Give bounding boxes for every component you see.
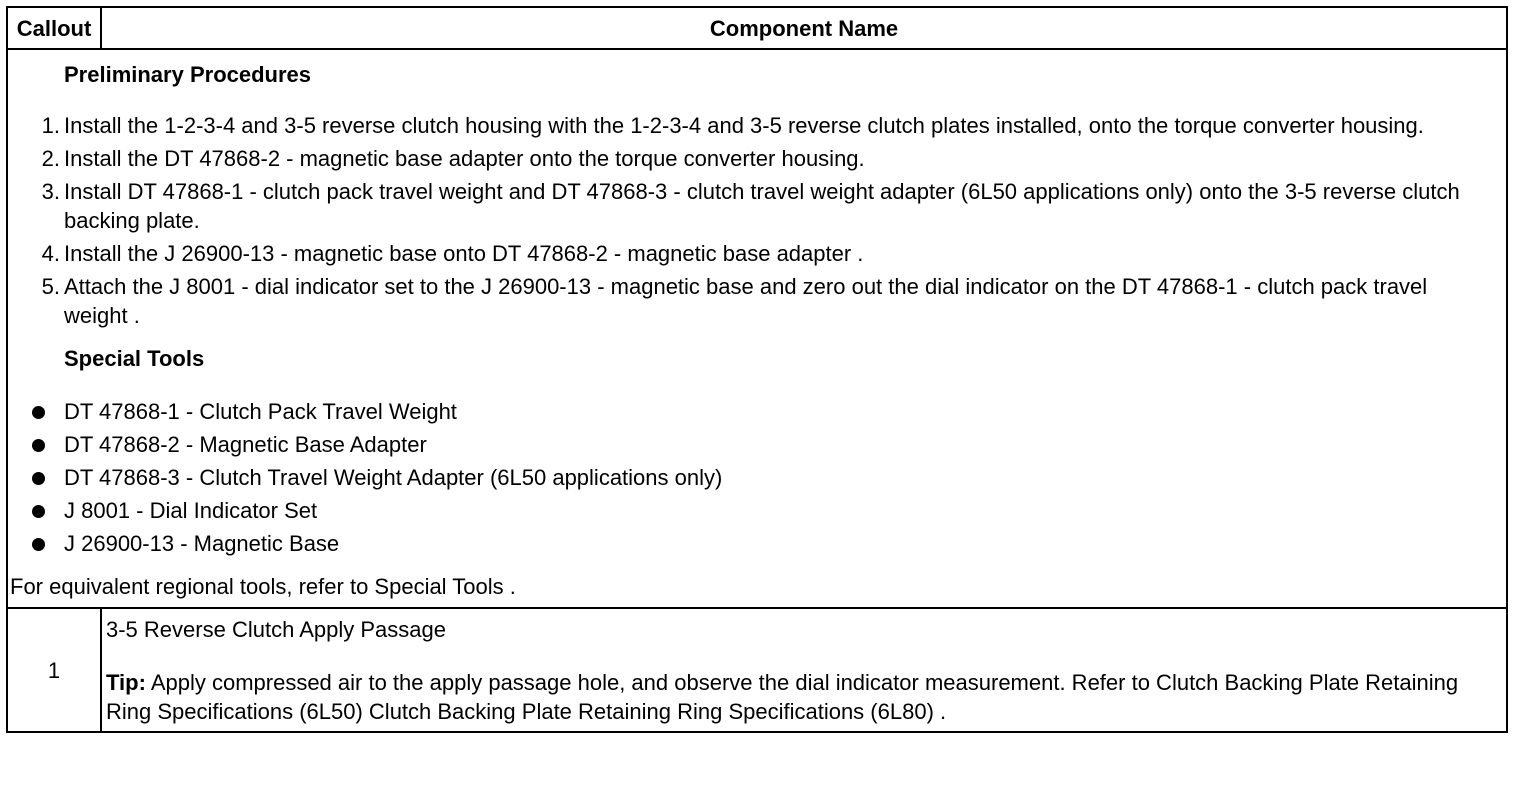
step-text: Install the J 26900-13 - magnetic base onto DT 47868-2 - magnetic base adapter . bbox=[64, 241, 864, 266]
procedure-step bbox=[12, 144, 1502, 173]
step-text: Attach the J 8001 - dial indicator set to the J 26900-13 - magnetic base and zero out the dial indicator on the DT 47868-1 - clutch pack travel weight . bbox=[64, 274, 1428, 328]
tool-text: DT 47868-2 - Magnetic Base Adapter bbox=[64, 432, 427, 457]
special-tools-list bbox=[12, 395, 1502, 560]
procedure-steps bbox=[12, 111, 1502, 330]
bullet-icon bbox=[12, 496, 64, 525]
step-number: 5. bbox=[41, 274, 60, 299]
step-text: Install the 1-2-3-4 and 3-5 reverse clutch housing with the 1-2-3-4 and 3-5 reverse clutch plates installed, onto the torque converter housing. bbox=[64, 113, 1424, 138]
procedure-step bbox=[12, 111, 1502, 140]
component-name-header: Component Name bbox=[101, 7, 1507, 49]
tool-text: DT 47868-3 - Clutch Travel Weight Adapter (6L50 applications only) bbox=[64, 465, 723, 490]
preliminary-heading: Preliminary Procedures bbox=[64, 62, 312, 87]
step-text: Install the DT 47868-2 - magnetic base adapter onto the torque converter housing. bbox=[64, 146, 865, 171]
procedure-step bbox=[12, 272, 1502, 330]
step-number: 2. bbox=[41, 146, 60, 171]
tip-label: Tip: bbox=[106, 670, 146, 695]
callout-number: 1 bbox=[7, 608, 101, 732]
tool-item bbox=[12, 395, 1502, 428]
tool-item bbox=[12, 527, 1502, 560]
spacer bbox=[106, 644, 1502, 668]
tool-item bbox=[12, 461, 1502, 494]
regional-tools-note: For equivalent regional tools, refer to Special Tools . bbox=[10, 574, 516, 599]
tip-paragraph bbox=[106, 668, 1502, 726]
tool-item bbox=[12, 494, 1502, 527]
preliminary-row bbox=[7, 49, 1507, 608]
procedure-step bbox=[12, 239, 1502, 268]
table-row bbox=[7, 608, 1507, 732]
bullet-icon bbox=[12, 463, 64, 492]
bullet-icon bbox=[12, 430, 64, 459]
step-number: 3. bbox=[41, 179, 60, 204]
step-number: 1. bbox=[41, 113, 60, 138]
tool-item bbox=[12, 428, 1502, 461]
tool-text: J 26900-13 - Magnetic Base bbox=[64, 531, 340, 556]
header-row bbox=[7, 7, 1507, 49]
special-tools-heading: Special Tools bbox=[64, 346, 205, 371]
callout-header: Callout bbox=[7, 7, 101, 49]
bullet-icon bbox=[12, 397, 64, 426]
tool-text: DT 47868-1 - Clutch Pack Travel Weight bbox=[64, 399, 457, 424]
preliminary-cell bbox=[7, 49, 1507, 608]
step-number: 4. bbox=[41, 241, 60, 266]
component-table bbox=[6, 6, 1508, 733]
procedure-step bbox=[12, 177, 1502, 235]
tip-text: Apply compressed air to the apply passage hole, and observe the dial indicator measurement. Refer to Clutch Backing Plate Retaining Ring Specifications (6L50) Clutch Backing Plate Retaining Ring Specifications (6L80) . bbox=[106, 670, 1459, 724]
component-name: 3-5 Reverse Clutch Apply Passage bbox=[106, 617, 446, 642]
step-text: Install DT 47868-1 - clutch pack travel weight and DT 47868-3 - clutch travel weight adapter (6L50 applications only) onto the 3-5 reverse clutch backing plate. bbox=[64, 179, 1460, 233]
tool-text: J 8001 - Dial Indicator Set bbox=[64, 498, 318, 523]
bullet-icon bbox=[12, 529, 64, 558]
component-detail-cell bbox=[101, 608, 1507, 732]
